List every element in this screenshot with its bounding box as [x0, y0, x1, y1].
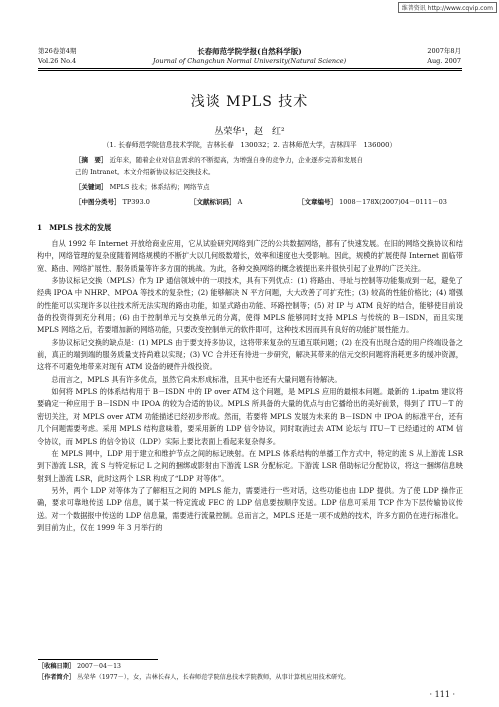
document-code: [190, 197, 242, 207]
keywords-text: MPLS 技术；体系结构；网络节点: [109, 183, 210, 191]
volume-cn: 第26卷第4期: [38, 47, 77, 55]
section-1-title: 1 MPLS 技术的发展: [37, 223, 112, 232]
paragraph: 自从 1992 年 Internet 开放给商业应用，它从试验研究网络到广泛的公共数据网络，都有了快速发展。在旧的网络交换协议和结构中，网络管理的复杂度随着网络规模的不断扩大以几何级数增长，效率和速度也大受影响。因此，规模的扩展使得 Internet 面临带宽、路由、网络扩展性、服务质量等许多方面的挑战。为此，各种交换网络的概念被提出来并很快引起了业界的广泛关注。: [37, 239, 463, 273]
doc-code-value: A: [237, 198, 243, 206]
header-rule: [38, 68, 462, 69]
received-label: ［收稿日期］: [38, 663, 76, 670]
paragraph: 多协议标记交换（MPLS）作为 IP 通信领域中的一项技术，具有下列优点：(1) 将路由、寻址与控制等功能集成到一起，避免了经典 IPOA 中 NHRP、MPOA 等技术的复杂性；(2) 能够解决 N 平方问题，大大改善了可扩充性；(3) 较高的性能价格比；(4) 增强的性能可以实现许多以往技术所无法实现的路由功能，如显式路由功能、环路控制等；(5) 对 IP 与 ATM 良好的结合，能够使目前设备的投资得到充分利用；(6) 由于控制单元与交换单元的分离，使得 MPLS 能够同时支持 MPLS 与传统的 B－ISDN，而且实现 MPLS 网络之后，若要增加新的网络功能，只要改变控制单元的软件即可，这种技术因而具有良好的功能扩展性能力。: [37, 276, 463, 335]
date-en: Aug. 2007: [427, 57, 461, 65]
abstract-label: ［摘 要］: [75, 156, 108, 164]
paragraph: 在 MPLS 网中，LDP 用于建立和维护节点之间的标记映射。在 MPLS 体系结构的单播工作方式中，特定的流 S 从上游流 LSR 到下游流 LSR，流 S 与特定标记 L 之间的捆绑或影射由下游流 LSR 分配标定。下游流 LSR 借助标记分配协议，将这一捆绑信息映射到上游流 LSR，此时这两个 LSR 构成了“LDP 对等体”。: [37, 448, 463, 483]
watermark: 维普资讯 http://www.cqvip.com: [398, 2, 497, 13]
author-bio-label: ［作者简介］: [38, 674, 76, 681]
authors: 丛荣华¹，赵 红²: [214, 127, 285, 137]
abstract-line-2: 己的 Intranet。本文介绍新协议标记交换技术。: [75, 168, 215, 176]
abstract-line-1: 近年来，随着企业对信息需求的不断提高，为增强自身的竞争力，企业逐步完善和发展自: [109, 156, 364, 164]
footnote-rule: [38, 659, 158, 660]
header-rule-2: [38, 70, 462, 71]
page-number: · 111 ·: [429, 690, 455, 699]
received-date: [38, 662, 121, 672]
article-number: [298, 197, 447, 207]
abstract: [75, 155, 363, 165]
body-text: [37, 238, 463, 534]
clc-number: [75, 197, 150, 207]
clc-value: TP393.0: [122, 198, 150, 206]
received-value: 2007－04－13: [77, 663, 121, 670]
date-cn: 2007年8月: [427, 47, 461, 55]
paragraph: 另外，两个 LDP 对等体为了了解相互之间的 MPLS 能力，需要进行一些对话，这些功能也由 LDP 提供。为了使 LDP 操作正确，要求可靠地传送 LDP 信息，属于某一特定流或 FEC 的 LDP 信息要按顺序发送。LDP 信息可采用 TCP 作为下层传输协议传送。对一个数据报中传送的 LDP 信息量，需要进行流量控制。总而言之，MPLS 还是一项不成熟的技术，许多方面仍在进行标准化。到目前为止，仅在 1999 年 3 月举行的: [37, 485, 463, 532]
affiliation: （1. 长春师范学院信息技术学院，吉林长春 130032；2. 吉林师范大学，吉林四平 136000）: [102, 141, 397, 149]
article-number-value: 1008－178X(2007)04－0111－03: [339, 198, 447, 206]
paragraph: 总而言之，MPLS 具有许多优点，虽然它尚未形成标准，且其中也还有大量问题有待解决。: [51, 374, 342, 384]
journal-title-en: Journal of Changchun Normal University(Natural Science): [152, 57, 347, 65]
journal-title-cn: 长春师范学院学报(自然科学版): [197, 47, 302, 56]
keywords-label: ［关键词］: [75, 183, 108, 191]
article-title: 浅谈 MPLS 技术: [190, 94, 309, 110]
author-bio: [38, 673, 350, 683]
doc-code-label: ［文献标识码］: [190, 198, 236, 206]
article-number-label: ［文章编号］: [298, 198, 337, 206]
paragraph: 多协议标记交换的缺点是：(1) MPLS 由于要支持多协议，这将带来复杂的互通互联问题；(2) 在没有出现合适的用户终端设备之前，真正的端到端的服务质量支持尚难以实现；(3) VC 合并还有待进一步研究，解决其带来的信元交织问题将消耗更多的缓冲资源，这将不可避免地带来对现有 ATM 设备的硬件升级投资。: [37, 337, 463, 372]
keywords: [75, 182, 209, 192]
clc-label: ［中图分类号］: [75, 198, 121, 206]
paragraph: 如何将 MPLS 的体系结构用于 B－ISDN 中的 IP over ATM 这个问题，是 MPLS 应用的最根本问题。最新的 1.ipatm 建议将要确定一种应用于 B－ISDN 中 IPOA 的较为合适的协议。MPLS 所具备的大量的优点与由它播给出的美好前景，得到了 ITU－T 的密切关注，对 MPLS over ATM 功能描述已经初步形成。然而，若要将 MPLS 发展为未来的 B－ISDN 中 IPOA 的标准平台，还有几个问题需要考虑。采用 MPLS 结构意味着，要采用新的 LDP 信令协议，同时取消过去 ATM 论坛与 ITU－T 已经通过的 ATM 信令协议，而 MPLS 的信令协议（LDP）实际上要比表面上看起来复杂得多。: [37, 387, 463, 446]
volume-en: Vol.26 No.4: [38, 57, 77, 65]
author-bio-text: 丛荣华（1977－），女，吉林长春人，长春师范学院信息技术学院教师，从事计算机应用技术研究。: [77, 674, 350, 681]
